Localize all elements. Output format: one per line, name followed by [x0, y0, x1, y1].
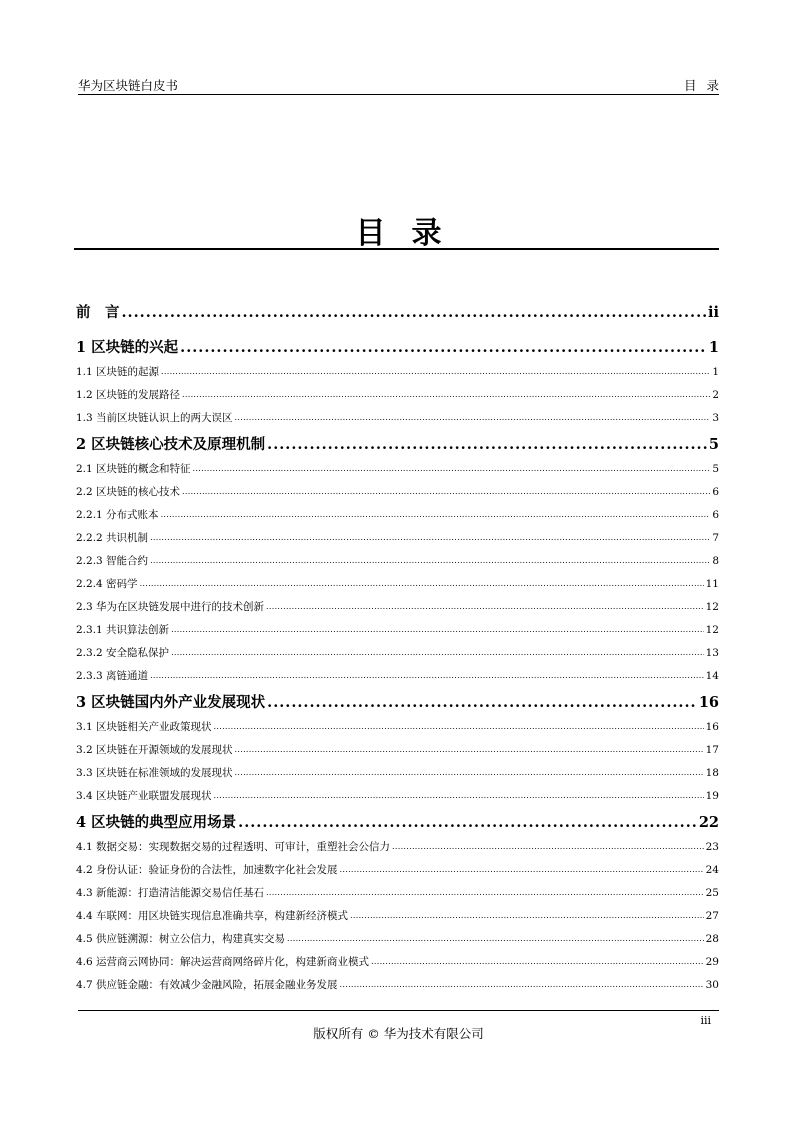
toc-entry[interactable] — [76, 364, 719, 379]
footer-copyright: 版权所有 © 华为技术有限公司 — [313, 1026, 484, 1041]
toc-leader-dots — [150, 530, 710, 545]
toc-leader-dots — [182, 484, 710, 499]
toc-entry[interactable] — [76, 839, 719, 854]
toc-entry-page: 12 — [705, 624, 719, 636]
header-document-title: 华为区块链白皮书 — [78, 78, 179, 93]
toc-leader-dots — [235, 765, 704, 780]
toc-entry-page: 7 — [712, 532, 719, 544]
toc-leader-dots — [267, 436, 707, 454]
toc-entry[interactable] — [76, 410, 719, 425]
toc-entry-page: 5 — [712, 463, 719, 475]
toc-leader-dots — [371, 954, 704, 969]
toc-entry-page: 24 — [705, 864, 719, 876]
toc-entry-label: 4.1 数据交易：实现数据交易的过程透明、可审计，重塑社会公信力 — [76, 841, 391, 853]
toc-leader-dots — [171, 622, 704, 637]
toc-entry-page: 28 — [705, 933, 719, 945]
toc-leader-dots — [266, 885, 704, 900]
toc-entry-label: 2.3.3 离链通道 — [76, 670, 149, 682]
toc-entry[interactable] — [76, 765, 719, 780]
toc-entry-label: 2.3.2 安全隐私保护 — [76, 647, 170, 659]
toc-entry-page: 2 — [712, 389, 719, 401]
toc-leader-dots — [214, 788, 704, 803]
toc-entry-label: 2.3 华为在区块链发展中进行的技术创新 — [76, 601, 265, 613]
toc-leader-dots — [140, 576, 704, 591]
toc-entry[interactable] — [76, 553, 719, 568]
toc-entry-page: 25 — [705, 887, 719, 899]
header-section-name: 目录 — [683, 78, 729, 93]
toc-entry-page: 16 — [705, 721, 719, 733]
toc-entry-label: 4.3 新能源：打造清洁能源交易信任基石 — [76, 887, 265, 899]
toc-entry[interactable] — [76, 885, 719, 900]
title-divider — [74, 248, 719, 250]
toc-entry[interactable] — [76, 862, 719, 877]
toc-leader-dots — [150, 553, 710, 568]
toc-entry[interactable] — [76, 576, 719, 591]
toc-entry[interactable] — [76, 622, 719, 637]
toc-entry-label: 1.2 区块链的发展路径 — [76, 389, 181, 401]
toc-entry[interactable] — [76, 954, 719, 969]
toc-leader-dots — [287, 931, 704, 946]
toc-entry-page: 23 — [705, 841, 719, 853]
toc-entry-label: 前 言 — [76, 304, 120, 321]
toc-leader-dots — [266, 599, 704, 614]
toc-leader-dots — [350, 908, 704, 923]
toc-leader-dots — [392, 839, 704, 854]
toc-leader-dots — [235, 410, 711, 425]
toc-entry[interactable] — [76, 931, 719, 946]
toc-leader-dots — [340, 977, 704, 992]
toc-entry-label: 1 区块链的兴起 — [76, 339, 179, 356]
toc-entry-label: 4.5 供应链溯源：树立公信力，构建真实交易 — [76, 933, 286, 945]
toc-entry[interactable] — [76, 387, 719, 402]
toc-entry-page: 18 — [705, 767, 719, 779]
toc-entry-label: 1.3 当前区块链认识上的两大误区 — [76, 412, 233, 424]
toc-entry[interactable] — [76, 599, 719, 614]
toc-entry-page: 11 — [705, 578, 719, 590]
toc-leader-dots — [193, 461, 711, 476]
toc-entry-page: 1 — [708, 339, 719, 356]
toc-entry-label: 3.1 区块链相关产业政策现状 — [76, 721, 212, 733]
toc-entry[interactable] — [76, 507, 719, 522]
toc-entry[interactable] — [76, 788, 719, 803]
toc-entry[interactable] — [76, 908, 719, 923]
toc-entry[interactable] — [76, 484, 719, 499]
toc-leader-dots — [161, 364, 710, 379]
toc-entry[interactable] — [76, 645, 719, 660]
toc-leader-dots — [214, 719, 704, 734]
toc-entry-page: 14 — [705, 670, 719, 682]
toc-entry[interactable] — [76, 694, 719, 712]
toc-entry-label: 2 区块链核心技术及原理机制 — [76, 436, 266, 453]
toc-entry[interactable] — [76, 814, 719, 832]
toc-entry-label: 4.4 车联网：用区块链实现信息准确共享，构建新经济模式 — [76, 910, 349, 922]
toc-leader-dots — [180, 339, 707, 357]
toc-leader-dots — [161, 507, 711, 522]
toc-leader-dots — [238, 814, 697, 832]
toc-leader-dots — [182, 387, 710, 402]
toc-entry-page: 12 — [705, 601, 719, 613]
toc-entry-page: ii — [707, 304, 719, 321]
toc-entry-label: 3 区块链国内外产业发展现状 — [76, 694, 266, 711]
toc-entry-label: 4.6 运营商云网协同：解决运营商网络碎片化，构建新商业模式 — [76, 956, 370, 968]
footer-divider — [78, 1010, 719, 1011]
toc-entry[interactable] — [76, 977, 719, 992]
toc-entry-page: 3 — [712, 412, 719, 424]
running-header — [78, 76, 729, 95]
toc-entry-page: 13 — [705, 647, 719, 659]
toc-entry-label: 4 区块链的典型应用场景 — [76, 814, 237, 831]
toc-entry[interactable] — [76, 742, 719, 757]
toc-entry[interactable] — [76, 719, 719, 734]
toc-entry-label: 2.2.1 分布式账本 — [76, 509, 159, 521]
toc-leader-dots — [150, 668, 704, 683]
toc-leader-dots — [171, 645, 704, 660]
toc-entry-label: 3.4 区块链产业联盟发展现状 — [76, 790, 212, 802]
toc-entry-page: 27 — [705, 910, 719, 922]
toc-entry-page: 1 — [712, 366, 719, 378]
toc-entry-label: 2.2.2 共识机制 — [76, 532, 149, 544]
toc-leader-dots — [235, 742, 704, 757]
toc-entry[interactable] — [76, 461, 719, 476]
toc-entry[interactable] — [76, 436, 719, 454]
toc-entry-page: 19 — [705, 790, 719, 802]
toc-entry-page: 29 — [705, 956, 719, 968]
footer-page-number: iii — [700, 1014, 711, 1027]
toc-entry-page: 8 — [712, 555, 719, 567]
toc-entry-label: 2.2 区块链的核心技术 — [76, 486, 181, 498]
toc-leader-dots — [267, 694, 697, 712]
toc-entry-label: 2.2.4 密码学 — [76, 578, 138, 590]
toc-entry-label: 4.2 身份认证：验证身份的合法性，加速数字化社会发展 — [76, 864, 338, 876]
toc-entry[interactable] — [76, 530, 719, 545]
toc-entry-page: 5 — [708, 436, 719, 453]
toc-entry-label: 4.7 供应链金融：有效减少金融风险，拓展金融业务发展 — [76, 979, 338, 991]
toc-entry-page: 22 — [698, 814, 719, 831]
toc-entry-page: 6 — [712, 486, 719, 498]
toc-entry-page: 30 — [705, 979, 719, 991]
toc-entry[interactable] — [76, 304, 719, 322]
toc-entry-label: 2.3.1 共识算法创新 — [76, 624, 170, 636]
toc-leader-dots — [122, 304, 706, 322]
toc-entry-label: 1.1 区块链的起源 — [76, 366, 160, 378]
toc-entry-label: 3.2 区块链在开源领域的发展现状 — [76, 744, 233, 756]
toc-entry[interactable] — [76, 339, 719, 357]
page-title: 目录 — [355, 216, 468, 251]
toc-entry-page: 17 — [705, 744, 719, 756]
toc-entry[interactable] — [76, 668, 719, 683]
toc-entry-label: 2.1 区块链的概念和特征 — [76, 463, 191, 475]
toc-entry-label: 2.2.3 智能合约 — [76, 555, 149, 567]
toc-entry-page: 6 — [712, 509, 719, 521]
toc-entry-page: 16 — [698, 694, 719, 711]
toc-entry-label: 3.3 区块链在标准领域的发展现状 — [76, 767, 233, 779]
toc-leader-dots — [340, 862, 704, 877]
